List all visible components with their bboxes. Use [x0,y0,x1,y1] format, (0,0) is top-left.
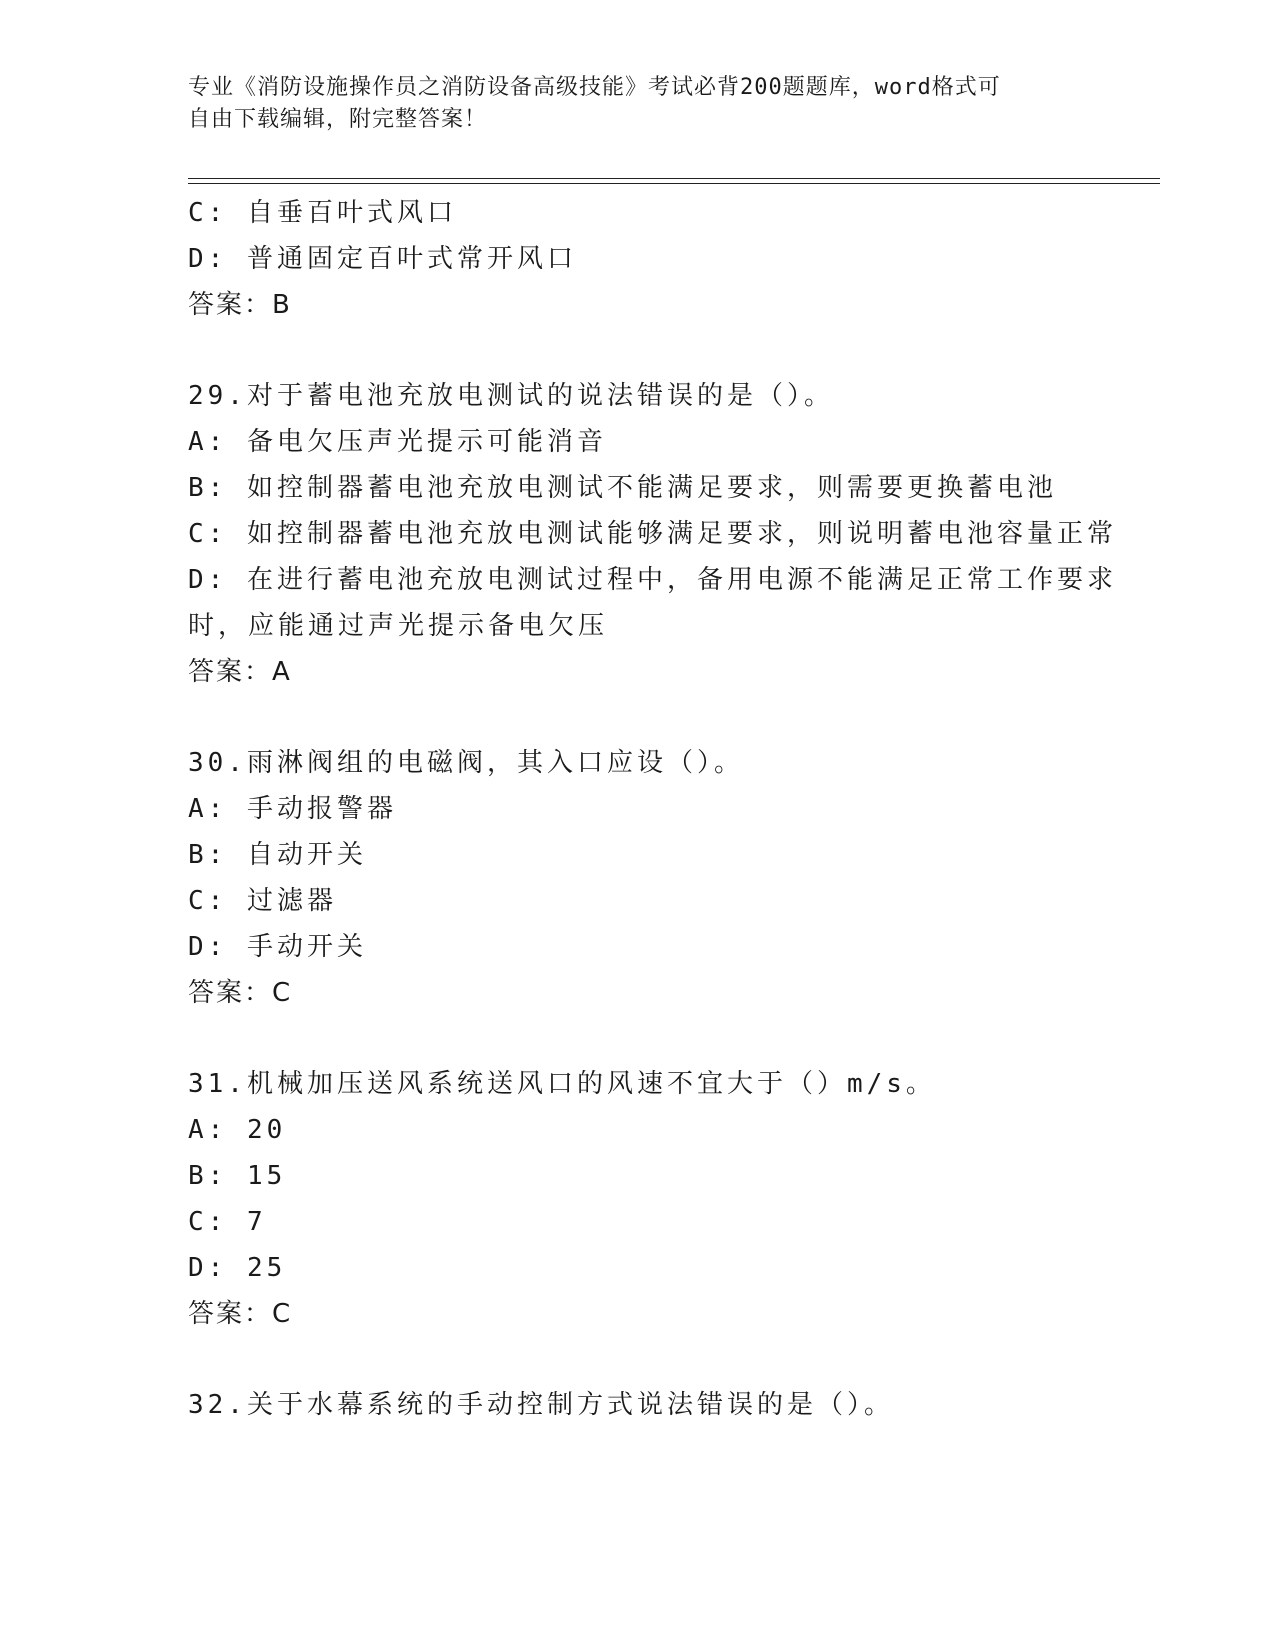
answer: 答案：A [188,657,292,687]
question-text: 31.机械加压送风系统送风口的风速不宜大于（）m/s。 [188,1069,936,1099]
option-b: B: 15 [188,1161,287,1191]
option-b: B: 如控制器蓄电池充放电测试不能满足要求，则需要更换蓄电池 [188,473,1057,503]
spacer [188,1016,1088,1061]
question-32 [188,1382,1088,1428]
header-line-2: 自由下载编辑，附完整答案！ [188,107,488,132]
question-list [188,190,1117,1428]
question-30 [188,740,1088,1016]
option-a: A: 备电欠压声光提示可能消音 [188,427,607,457]
option-b: B: 自动开关 [188,840,367,870]
option-c: C: 过滤器 [188,886,337,916]
question-28-continued [188,190,1088,328]
header-divider-top [188,178,1160,179]
option-d: D: 在进行蓄电池充放电测试过程中，备用电源不能满足正常工作要求 [188,565,1117,595]
spacer [188,328,1088,373]
spacer [188,1337,1088,1382]
option-a: A: 20 [188,1115,287,1145]
question-text: 29.对于蓄电池充放电测试的说法错误的是（）。 [188,381,834,411]
question-31 [188,1061,1088,1337]
question-text: 30.雨淋阀组的电磁阀，其入口应设（）。 [188,748,744,778]
question-text: 32.关于水幕系统的手动控制方式说法错误的是（）。 [188,1390,894,1420]
answer: 答案：B [188,290,292,320]
answer: 答案：C [188,978,293,1008]
option-c: C: 自垂百叶式风口 [188,198,457,228]
question-29 [188,373,1117,695]
option-d: D: 25 [188,1253,287,1283]
option-d: D: 手动开关 [188,932,367,962]
option-a: A: 手动报警器 [188,794,397,824]
header-line-1: 专业《消防设施操作员之消防设备高级技能》考试必背200题题库，word格式可 [188,75,1001,100]
option-c: C: 如控制器蓄电池充放电测试能够满足要求，则说明蓄电池容量正常 [188,519,1117,549]
document-header [188,72,1088,136]
answer: 答案：C [188,1299,293,1329]
option-d: D: 普通固定百叶式常开风口 [188,244,577,274]
option-d-continued: 时，应能通过声光提示备电欠压 [188,611,609,641]
header-divider-bottom [188,183,1160,184]
spacer [188,695,1088,740]
option-c: C: 7 [188,1207,267,1237]
